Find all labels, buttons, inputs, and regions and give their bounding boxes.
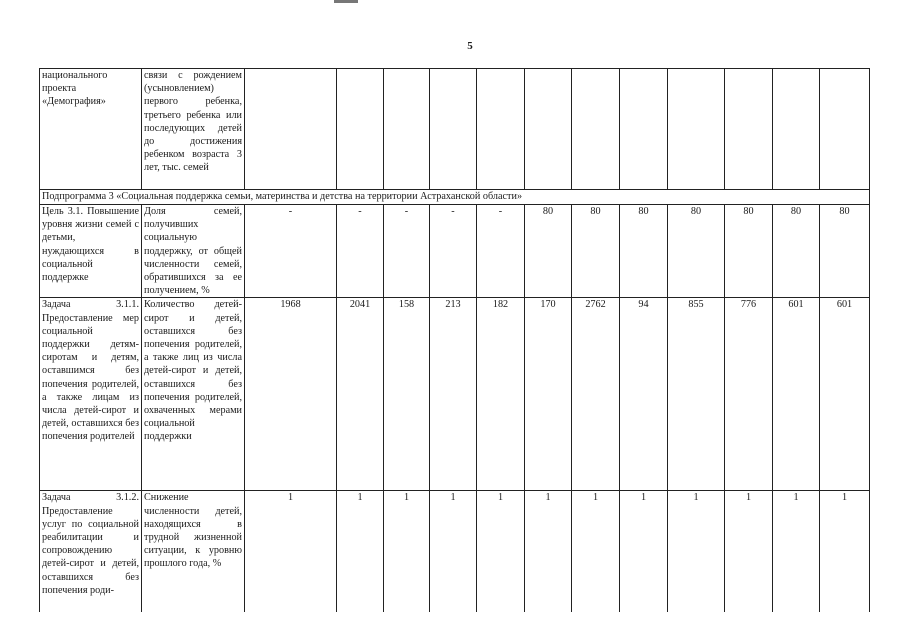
- value-cell: [384, 69, 430, 190]
- scan-artifact: [334, 0, 358, 3]
- value-cell: -: [384, 205, 430, 298]
- subprogram-row: [40, 190, 870, 205]
- indicator-cell: Доля семей, получивших социальную поддержку, от общей численности семей, обратившихся за ее получением, %: [142, 205, 245, 298]
- value-cell: -: [477, 205, 525, 298]
- table-row: [40, 69, 870, 190]
- value-cell: 1: [620, 491, 668, 613]
- value-cell: 601: [773, 298, 820, 491]
- indicator-cell: Количество детей-сирот и детей, оставшихся без попечения родителей, а также лиц из числа детей-сирот и детей, оставшихся без попечения родителей, охваченных мерами социальной поддержки: [142, 298, 245, 491]
- value-cell: 1: [245, 491, 337, 613]
- value-cell: 1: [820, 491, 870, 613]
- value-cell: 1: [725, 491, 773, 613]
- value-cell: 182: [477, 298, 525, 491]
- indicators-table: [39, 68, 870, 612]
- table-row: [40, 298, 870, 491]
- value-cell: -: [245, 205, 337, 298]
- table-row: [40, 205, 870, 298]
- value-cell: [572, 69, 620, 190]
- value-cell: [477, 69, 525, 190]
- page-number: 5: [467, 40, 473, 52]
- value-cell: 1: [572, 491, 620, 613]
- subprogram-title: Подпрограмма 3 «Социальная поддержка семьи, материнства и детства на территории Астраханской области»: [40, 190, 870, 205]
- value-cell: 1: [430, 491, 477, 613]
- value-cell: 1: [773, 491, 820, 613]
- goal-cell: Цель 3.1. Повышение уровня жизни семей с детьми, нуждающихся в социальной поддержке: [40, 205, 142, 298]
- value-cell: [337, 69, 384, 190]
- table-row: [40, 491, 870, 613]
- indicator-cell: связи с рождением (усыновлением) первого ребенка, третьего ребенка или последующих детей до достижения ребенком возраста 3 лет, тыс. семей: [142, 69, 245, 190]
- value-cell: 855: [668, 298, 725, 491]
- value-cell: 776: [725, 298, 773, 491]
- value-cell: [773, 69, 820, 190]
- value-cell: 2762: [572, 298, 620, 491]
- value-cell: 158: [384, 298, 430, 491]
- value-cell: 80: [525, 205, 572, 298]
- value-cell: 80: [668, 205, 725, 298]
- value-cell: [668, 69, 725, 190]
- value-cell: 80: [572, 205, 620, 298]
- value-cell: [245, 69, 337, 190]
- value-cell: [725, 69, 773, 190]
- value-cell: 1: [668, 491, 725, 613]
- goal-cell: национального проекта «Демография»: [40, 69, 142, 190]
- value-cell: 1968: [245, 298, 337, 491]
- value-cell: 80: [773, 205, 820, 298]
- value-cell: [525, 69, 572, 190]
- value-cell: 1: [337, 491, 384, 613]
- value-cell: 1: [525, 491, 572, 613]
- value-cell: 80: [820, 205, 870, 298]
- value-cell: [820, 69, 870, 190]
- value-cell: 170: [525, 298, 572, 491]
- value-cell: -: [337, 205, 384, 298]
- task-cell: Задача 3.1.2. Предоставление услуг по социальной реабилитации и сопровождению детей-сирот и детей, оставшихся без попечения роди-: [40, 491, 142, 613]
- indicator-cell: Снижение численности детей, находящихся в трудной жизненной ситуации, к уровню прошлого года, %: [142, 491, 245, 613]
- value-cell: 80: [725, 205, 773, 298]
- value-cell: 601: [820, 298, 870, 491]
- value-cell: 2041: [337, 298, 384, 491]
- value-cell: 213: [430, 298, 477, 491]
- value-cell: [430, 69, 477, 190]
- value-cell: 1: [477, 491, 525, 613]
- task-cell: Задача 3.1.1. Предоставление мер социальной поддержки детям-сиротам и детям, оставшимся без попечения родителей, а также лицам из числа детей-сирот и детей, оставшихся без попечения родителей: [40, 298, 142, 491]
- value-cell: [620, 69, 668, 190]
- value-cell: -: [430, 205, 477, 298]
- value-cell: 80: [620, 205, 668, 298]
- value-cell: 94: [620, 298, 668, 491]
- value-cell: 1: [384, 491, 430, 613]
